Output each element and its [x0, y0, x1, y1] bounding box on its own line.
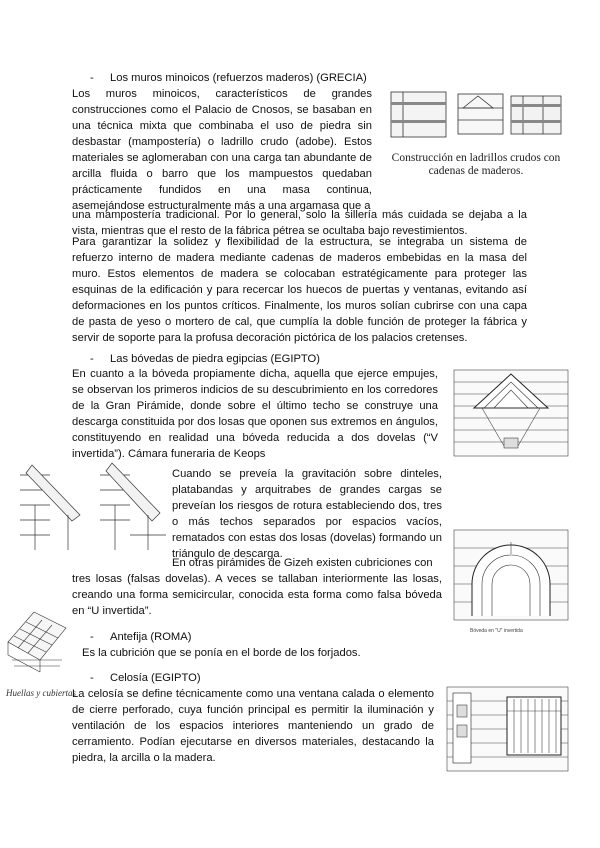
lintel-slabs-figure — [20, 455, 168, 555]
wood-chain-construction-figure — [383, 82, 568, 150]
minoicos-paragraph-1-continued: una mampostería tradicional. Por lo general, solo la sillería más cuidada se dejaba a la vista, mientras que el resto de la fábrica pétrea se ocultaba bajo revestimientos. — [72, 209, 527, 237]
heading-minoicos-text: Los muros minoicos (refuerzos maderos) (GRECIA) — [110, 72, 367, 84]
bullet-dash: - — [90, 353, 94, 365]
minoicos-paragraph-2: Para garantizar la solidez y flexibilidad de la estructura, se integraba un sistema de refuerzo interno de madera mediante cadenas de maderos embebidas en la masa del muro. Estos elementos de madera se colocaban estratégicamente para proteger las esquinas de la edificación y para recercar los huecos de puertas y ventanas, evitando así deformaciones en los puntos críticos. Finalmente, los muros solían cubrirse con una capa de pasta de yeso o mortero de cal, que cumplía la doble función de proteger la fábrica y servir de soporte para la profusa decoración pictórica de los palacios cretenses. — [72, 236, 527, 344]
bullet-dash: - — [90, 72, 94, 84]
heading-minoicos — [90, 70, 367, 86]
bovedas-paragraph-3-lead: En otras pirámides de Gizeh existen cubriciones con — [172, 557, 433, 569]
bovedas-paragraph-2: Cuando se preveía la gravitación sobre dinteles, platabandas y arquitrabes de grandes cargas se preveían los riesgos de rotura estableciendo dos, tres o más techos separados por espacios vacíos, rematados con estas dos losas (dovelas) formando un triángulo de descarga. — [172, 468, 442, 560]
heading-celosia-text: Celosía (EGIPTO) — [110, 672, 201, 684]
bovedas-paragraph-1: En cuanto a la bóveda propiamente dicha, aquella que ejerce empujes, se observan los primeros indicios de su descubrimiento en los corredores de la Gran Pirámide, donde sobre el último techo se construye una descarga constituida por dos losas que oponen sus extremos en ángulos, constituyendo en realidad una bóveda reducida a dos dovelas (“V invertida”). Cámara funeraria de Keops — [72, 368, 438, 460]
celosia-paragraph: La celosía se define técnicamente como una ventana calada o elemento de cierre perforado, cuya función principal es permitir la iluminación y ventilación de los espacios interiores manteniendo un grado de cerramiento. Podían ejecutarse en diversos materiales, destacando la piedra, la arcilla o la madera. — [72, 688, 434, 764]
antefix-figure-caption: Huellas y cubiertas — [6, 688, 76, 698]
heading-bovedas-text: Las bóvedas de piedra egipcias (EGIPTO) — [110, 353, 320, 365]
heading-antefija-text: Antefija (ROMA) — [110, 631, 192, 643]
lattice-window-figure — [445, 685, 570, 773]
heading-celosia — [90, 670, 201, 686]
inverted-u-figure-caption: Bóveda en "U" invertida — [470, 628, 523, 634]
antefija-paragraph: Es la cubrición que se ponía en el borde de los forjados. — [82, 647, 361, 659]
antefix-roof-figure — [4, 600, 70, 685]
inverted-u-vault-figure — [452, 528, 570, 626]
wood-chain-figure-caption: Construcción en ladrillos crudos con cadenas de maderos. — [391, 152, 561, 177]
heading-antefija — [90, 629, 191, 645]
heading-bovedas — [90, 351, 320, 367]
bovedas-paragraph-3: tres losas (falsas dovelas). A veces se tallaban interiormente las losas, creando una forma semicircular, conocida esta forma como falsa bóveda en “U invertida”. — [72, 573, 442, 617]
minoicos-paragraph-1: Los muros minoicos, característicos de grandes construcciones como el Palacio de Cnosos, se basaban en una técnica mixta que combinaba el uso de piedra sin desbastar (mampostería) o ladrillo crudo (adobe). Estos materiales se aglomeraban con una carga tan abundante de arcilla fluida o barro que los mampuestos quedaban prácticamente fundidos en una masa continua, asemejándose estructuralmente más a una argamasa que a — [72, 88, 372, 212]
bullet-dash: - — [90, 672, 94, 684]
bullet-dash: - — [90, 631, 94, 643]
inverted-v-vault-figure — [452, 368, 570, 458]
